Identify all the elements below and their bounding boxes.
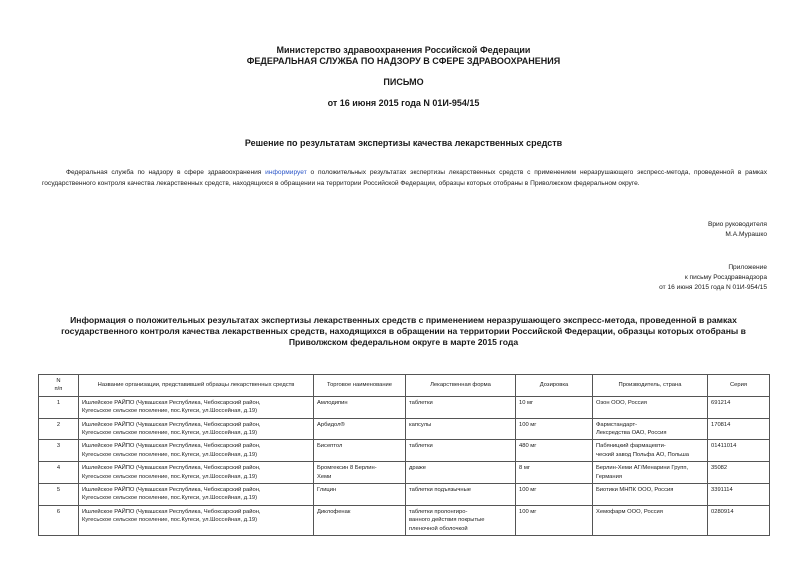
col-series: Серия	[708, 375, 770, 397]
document-date-number: от 16 июня 2015 года N 01И-954/15	[327, 98, 480, 108]
cell-dosage-form: таблетки	[406, 396, 516, 418]
document-subject: Решение по результатам экспертизы качества лекарственных средств	[244, 138, 563, 148]
signatory-name: М.А.Мурашко	[725, 231, 767, 238]
cell-organization: Ишлейское РАЙПО (Чувашская Республика, Чебоксарский район, Кугесьское сельское поселение, пос.Кугеси, ул.Шоссейная, д.19)	[79, 418, 314, 440]
cell-dosage-form: драже	[406, 462, 516, 484]
cell-manufacturer: Озон ООО, Россия	[593, 396, 708, 418]
ministry-name: Министерство здравоохранения Российской Федерации	[276, 45, 531, 55]
cell-number: 6	[39, 505, 79, 535]
cell-trade-name: Арбидол®	[314, 418, 406, 440]
signature-block	[708, 220, 767, 240]
cell-series: 0280914	[708, 505, 770, 535]
service-name: ФЕДЕРАЛЬНАЯ СЛУЖБА ПО НАДЗОРУ В СФЕРЕ ЗДРАВООХРАНЕНИЯ	[246, 56, 561, 66]
cell-dosage: 100 мг	[516, 484, 593, 506]
cell-trade-name: Глицин	[314, 484, 406, 506]
table-row	[39, 484, 770, 506]
table-row	[39, 505, 770, 535]
cell-organization: Ишлейское РАЙПО (Чувашская Республика, Чебоксарский район, Кугесьское сельское поселение, пос.Кугеси, ул.Шоссейная, д.19)	[79, 505, 314, 535]
cell-dosage: 8 мг	[516, 462, 593, 484]
col-dosage: Дозировка	[516, 375, 593, 397]
cell-trade-name: Бромгексин 8 Берлин- Хеми	[314, 462, 406, 484]
cell-number: 2	[39, 418, 79, 440]
letter-body	[42, 167, 767, 189]
cell-number: 5	[39, 484, 79, 506]
cell-dosage-form: капсулы	[406, 418, 516, 440]
cell-organization: Ишлейское РАЙПО (Чувашская Республика, Чебоксарский район, Кугесьское сельское поселение, пос.Кугеси, ул.Шоссейная, д.19)	[79, 396, 314, 418]
table-row	[39, 440, 770, 462]
cell-manufacturer: Хемофарм ООО, Россия	[593, 505, 708, 535]
cell-series: 35082	[708, 462, 770, 484]
cell-dosage: 100 мг	[516, 418, 593, 440]
cell-trade-name: Бисептол	[314, 440, 406, 462]
cell-trade-name: Диклофенак	[314, 505, 406, 535]
table-row	[39, 396, 770, 418]
appendix-block	[659, 263, 767, 293]
cell-series: 3391114	[708, 484, 770, 506]
cell-manufacturer: Биотики МНПК ООО, Россия	[593, 484, 708, 506]
col-organization: Название организации, представившей образцы лекарственных средств	[79, 375, 314, 397]
document-type: ПИСЬМО	[383, 77, 424, 87]
col-dosage-form: Лекарственная форма	[406, 375, 516, 397]
cell-organization: Ишлейское РАЙПО (Чувашская Республика, Чебоксарский район, Кугесьское сельское поселение, пос.Кугеси, ул.Шоссейная, д.19)	[79, 440, 314, 462]
cell-number: 3	[39, 440, 79, 462]
cell-dosage: 100 мг	[516, 505, 593, 535]
body-text-before: Федеральная служба по надзору в сфере здравоохранения	[66, 169, 266, 176]
appendix-line-2: к письму Росздравнадзора	[684, 274, 767, 281]
cell-manufacturer: Пабяницкий фармацевти- ческий завод Польфа АО, Польша	[593, 440, 708, 462]
cell-number: 1	[39, 396, 79, 418]
cell-number: 4	[39, 462, 79, 484]
cell-series: 691214	[708, 396, 770, 418]
signatory-position: Врио руководителя	[707, 221, 767, 228]
cell-dosage-form: таблетки подъязычные	[406, 484, 516, 506]
cell-series: 01411014	[708, 440, 770, 462]
cell-organization: Ишлейское РАЙПО (Чувашская Республика, Чебоксарский район, Кугесьское сельское поселение, пос.Кугеси, ул.Шоссейная, д.19)	[79, 462, 314, 484]
col-number: N п/п	[39, 375, 79, 397]
appendix-title: Информация о положительных результатах экспертизы лекарственных средств с применением неразрушающего экспресс-метода, проведенной в рамках государственного контроля качества лекарственных средств, находящихся в обращении на территории Российской Федерации, образцы которых отобраны в Приволжском федеральном округе в марте 2015 года	[61, 315, 746, 347]
cell-manufacturer: Фармстандарт- Лексредства ОАО, Россия	[593, 418, 708, 440]
table-row	[39, 462, 770, 484]
table-header-row	[39, 375, 770, 397]
cell-series: 170814	[708, 418, 770, 440]
col-trade-name: Торговое наименование	[314, 375, 406, 397]
body-text-after: о положительных результатах экспертизы лекарственных средств с применением неразрушающего экспресс-метода, проведенной в рамках государственного контроля качества лекарственных средств, находящихся в обращении на территории Российской Федерации, образцы которых отобраны в Приволжском федеральном округе.	[42, 169, 767, 187]
table-row	[39, 418, 770, 440]
cell-dosage-form: таблетки	[406, 440, 516, 462]
appendix-line-3: от 16 июня 2015 года N 01И-954/15	[659, 284, 767, 291]
cell-dosage: 480 мг	[516, 440, 593, 462]
cell-manufacturer: Берлин-Хеми АГ/Менарини Групп, Германия	[593, 462, 708, 484]
appendix-line-1: Приложение	[728, 264, 767, 271]
informs-link[interactable]: информирует	[265, 169, 307, 176]
cell-dosage-form: таблетки пролонгиро- ванного действия покрытые пленочной оболочкой	[406, 505, 516, 535]
col-manufacturer: Производитель, страна	[593, 375, 708, 397]
cell-trade-name: Амлодипин	[314, 396, 406, 418]
results-table	[38, 374, 770, 536]
cell-organization: Ишлейское РАЙПО (Чувашская Республика, Чебоксарский район, Кугесьское сельское поселение, пос.Кугеси, ул.Шоссейная, д.19)	[79, 484, 314, 506]
cell-dosage: 10 мг	[516, 396, 593, 418]
